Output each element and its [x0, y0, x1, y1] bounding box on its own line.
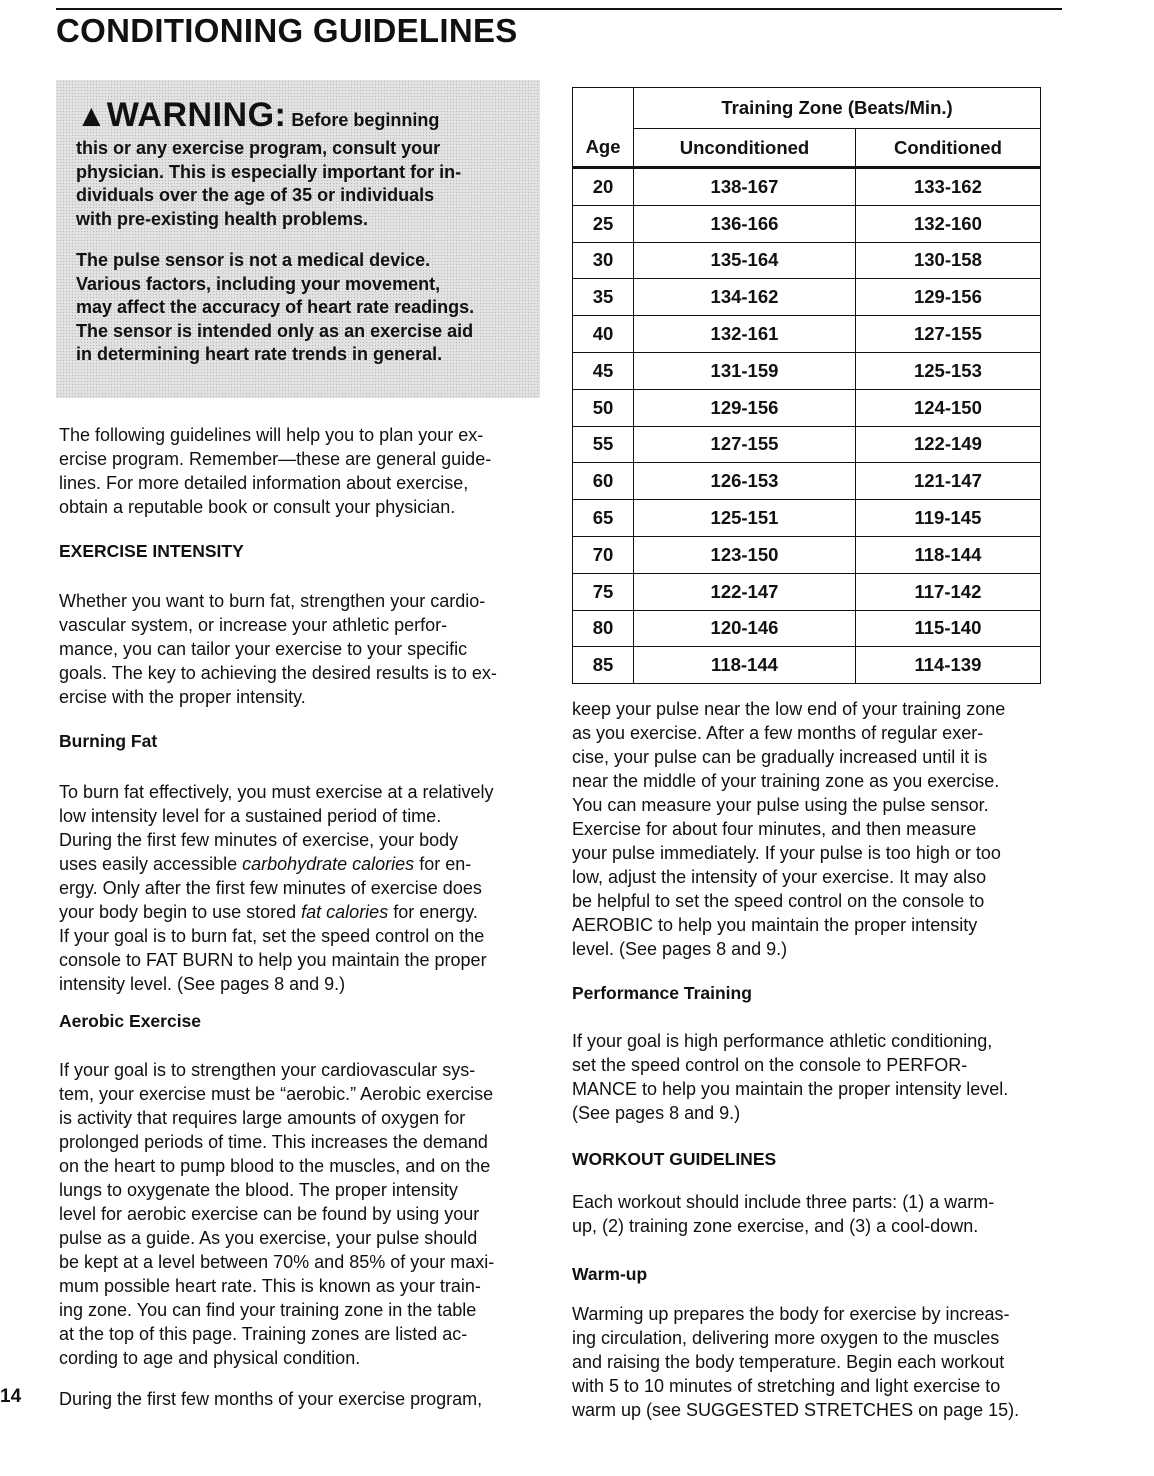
- warm-up-paragraph: [572, 1302, 1058, 1422]
- text-line: obtain a reputable book or consult your physician.: [59, 497, 456, 517]
- conditioned-cell: 132-160: [855, 205, 1040, 242]
- text-line: mance, you can tailor your exercise to your specific: [59, 639, 468, 659]
- text-line: be kept at a level between 70% and 85% of your maxi-: [59, 1252, 495, 1272]
- warning-first-line: [76, 98, 526, 137]
- age-cell: 20: [573, 168, 634, 206]
- text-line: ing zone. You can find your training zone in the table: [59, 1300, 477, 1320]
- text-line: on the heart to pump blood to the muscles, and on the: [59, 1156, 491, 1176]
- text-line: warm up (see SUGGESTED STRETCHES on page 15).: [572, 1400, 1020, 1420]
- text-line: ergy. Only after the first few minutes of exercise does: [59, 878, 482, 898]
- unconditioned-cell: 125-151: [634, 500, 856, 537]
- text-line: During the first few minutes of exercise, your body: [59, 830, 459, 850]
- age-cell: 35: [573, 279, 634, 316]
- warning-line: The pulse sensor is not a medical device.: [76, 250, 431, 270]
- performance-training-heading: Performance Training: [572, 983, 752, 1003]
- text-line: [59, 900, 545, 924]
- text-line: AEROBIC to help you maintain the proper intensity: [572, 915, 978, 935]
- unconditioned-cell: 132-161: [634, 316, 856, 353]
- table-header-row: [573, 88, 1041, 129]
- text-line: cise, your pulse can be gradually increased until it is: [572, 747, 988, 767]
- text-line: level. (See pages 8 and 9.): [572, 939, 788, 959]
- aerobic-exercise-heading: Aerobic Exercise: [59, 1011, 202, 1031]
- unconditioned-cell: 120-146: [634, 610, 856, 647]
- table-row: [573, 279, 1041, 316]
- unconditioned-cell: 129-156: [634, 389, 856, 426]
- text-line: and raising the body temperature. Begin each workout: [572, 1352, 1005, 1372]
- conditioned-cell: 121-147: [855, 463, 1040, 500]
- text-line: vascular system, or increase your athletic perfor-: [59, 615, 448, 635]
- conditioned-cell: 127-155: [855, 316, 1040, 353]
- age-cell: 55: [573, 426, 634, 463]
- text-line: ing circulation, delivering more oxygen to the muscles: [572, 1328, 1000, 1348]
- text-span: for energy.: [388, 902, 478, 922]
- warning-line: physician. This is especially important for in-: [76, 161, 462, 182]
- text-line: intensity level. (See pages 8 and 9.): [59, 974, 346, 994]
- text-line: lungs to oxygenate the blood. The proper intensity: [59, 1180, 458, 1200]
- text-line: is activity that requires large amounts of oxygen for: [59, 1108, 466, 1128]
- emphasis-fat-calories: fat calories: [301, 902, 389, 922]
- text-line: keep your pulse near the low end of your training zone: [572, 699, 1006, 719]
- warning-line: dividuals over the age of 35 or individuals: [76, 185, 435, 205]
- table-row: [573, 242, 1041, 279]
- conditioned-cell: 125-153: [855, 352, 1040, 389]
- text-line: If your goal is to burn fat, set the speed control on the: [59, 926, 485, 946]
- warning-line-text: Before beginning: [286, 110, 440, 130]
- age-cell: 25: [573, 205, 634, 242]
- text-line: To burn fat effectively, you must exercise at a relatively: [59, 782, 494, 802]
- age-cell: 60: [573, 463, 634, 500]
- unconditioned-cell: 134-162: [634, 279, 856, 316]
- text-line: goals. The key to achieving the desired results is to ex-: [59, 663, 497, 683]
- table-row: [573, 463, 1041, 500]
- table-row: [573, 389, 1041, 426]
- table-row: [573, 352, 1041, 389]
- age-cell: 65: [573, 500, 634, 537]
- warning-box: [56, 80, 540, 398]
- text-line: console to FAT BURN to help you maintain the proper: [59, 950, 487, 970]
- unconditioned-cell: 118-144: [634, 647, 856, 684]
- age-header: Age: [573, 129, 634, 168]
- table-row: [573, 205, 1041, 242]
- text-line: The following guidelines will help you to plan your ex-: [59, 425, 484, 445]
- warning-content: [76, 98, 526, 367]
- warning-triangle-icon: ▲: [76, 98, 107, 133]
- table-row: [573, 426, 1041, 463]
- age-cell: 30: [573, 242, 634, 279]
- text-line: at the top of this page. Training zones are listed ac-: [59, 1324, 468, 1344]
- table-row: [573, 647, 1041, 684]
- emphasis-carbohydrate-calories: carbohydrate calories: [242, 854, 415, 874]
- age-cell: 70: [573, 536, 634, 573]
- text-line: You can measure your pulse using the pulse sensor.: [572, 795, 989, 815]
- unconditioned-cell: 122-147: [634, 573, 856, 610]
- workout-guidelines-heading: WORKOUT GUIDELINES: [572, 1149, 777, 1169]
- text-line: ercise with the proper intensity.: [59, 687, 306, 707]
- text-line: Exercise for about four minutes, and then measure: [572, 819, 977, 839]
- text-line: low intensity level for a sustained period of time.: [59, 806, 442, 826]
- text-line: tem, your exercise must be “aerobic.” Aerobic exercise: [59, 1084, 494, 1104]
- warning-line: Various factors, including your movement,: [76, 273, 441, 294]
- warning-line: this or any exercise program, consult your: [76, 138, 441, 158]
- text-line: set the speed control on the console to PERFOR-: [572, 1055, 968, 1075]
- text-line: Whether you want to burn fat, strengthen your cardio-: [59, 591, 486, 611]
- age-cell: 50: [573, 389, 634, 426]
- aerobic-last-line: During the first few months of your exercise program,: [59, 1389, 483, 1409]
- text-line: MANCE to help you maintain the proper intensity level.: [572, 1079, 1009, 1099]
- table-corner-cell: [573, 88, 634, 129]
- text-line: Each workout should include three parts: (1) a warm-: [572, 1192, 995, 1212]
- unconditioned-header: Unconditioned: [634, 129, 856, 168]
- age-cell: 80: [573, 610, 634, 647]
- unconditioned-cell: 138-167: [634, 168, 856, 206]
- unconditioned-cell: 135-164: [634, 242, 856, 279]
- text-line: ercise program. Remember—these are general guide-: [59, 449, 492, 469]
- conditioned-cell: 115-140: [855, 610, 1040, 647]
- conditioned-header: Conditioned: [855, 129, 1040, 168]
- unconditioned-cell: 131-159: [634, 352, 856, 389]
- unconditioned-cell: 123-150: [634, 536, 856, 573]
- text-line: your pulse immediately. If your pulse is too high or too: [572, 843, 1001, 863]
- aerobic-exercise-paragraph: [59, 1058, 545, 1370]
- text-line: near the middle of your training zone as you exercise.: [572, 771, 1000, 791]
- text-line: If your goal is to strengthen your cardiovascular sys-: [59, 1060, 476, 1080]
- text-line: up, (2) training zone exercise, and (3) a cool-down.: [572, 1216, 979, 1236]
- text-span: uses easily accessible: [59, 854, 243, 874]
- table-row: [573, 536, 1041, 573]
- conditioned-cell: 124-150: [855, 389, 1040, 426]
- performance-training-paragraph: [572, 1029, 1058, 1125]
- warning-line: in determining heart rate trends in general.: [76, 344, 443, 364]
- text-line: be helpful to set the speed control on the console to: [572, 891, 985, 911]
- exercise-intensity-heading: EXERCISE INTENSITY: [59, 541, 244, 561]
- training-zone-header: Training Zone (Beats/Min.): [634, 88, 1041, 129]
- text-line: low, adjust the intensity of your exercise. It may also: [572, 867, 987, 887]
- conditioned-cell: 117-142: [855, 573, 1040, 610]
- text-line: cording to age and physical condition.: [59, 1348, 361, 1368]
- age-cell: 85: [573, 647, 634, 684]
- workout-guidelines-paragraph: [572, 1190, 1058, 1238]
- table-row: [573, 610, 1041, 647]
- warning-label: WARNING:: [106, 96, 287, 134]
- warning-gap: [76, 231, 526, 249]
- text-line: Warming up prepares the body for exercise by increas-: [572, 1304, 1010, 1324]
- table-subheader-row: [573, 129, 1041, 168]
- conditioned-cell: 129-156: [855, 279, 1040, 316]
- text-line: level for aerobic exercise can be found by using your: [59, 1204, 480, 1224]
- training-zone-table: [572, 87, 1041, 684]
- table-row: [573, 316, 1041, 353]
- age-cell: 45: [573, 352, 634, 389]
- training-zone-continued-paragraph: [572, 697, 1058, 961]
- text-span: for en-: [414, 854, 472, 874]
- exercise-intensity-paragraph: [59, 589, 545, 709]
- unconditioned-cell: 127-155: [634, 426, 856, 463]
- conditioned-cell: 133-162: [855, 168, 1040, 206]
- table-row: [573, 168, 1041, 206]
- burning-fat-paragraph: [59, 780, 545, 996]
- text-line: with 5 to 10 minutes of stretching and light exercise to: [572, 1376, 1001, 1396]
- text-line: If your goal is high performance athletic conditioning,: [572, 1031, 993, 1051]
- page-number: 14: [0, 1386, 22, 1407]
- conditioned-cell: 130-158: [855, 242, 1040, 279]
- text-line: pulse as a guide. As you exercise, your pulse should: [59, 1228, 478, 1248]
- warm-up-heading: Warm-up: [572, 1264, 648, 1284]
- text-span: your body begin to use stored: [59, 902, 302, 922]
- intro-paragraph: [59, 423, 545, 519]
- burning-fat-heading: Burning Fat: [59, 731, 158, 751]
- table-row: [573, 500, 1041, 537]
- text-line: [59, 852, 545, 876]
- conditioned-cell: 114-139: [855, 647, 1040, 684]
- text-line: prolonged periods of time. This increases the demand: [59, 1132, 488, 1152]
- table-row: [573, 573, 1041, 610]
- conditioned-cell: 122-149: [855, 426, 1040, 463]
- warning-line: The sensor is intended only as an exercise aid: [76, 320, 474, 341]
- text-line: lines. For more detailed information about exercise,: [59, 473, 469, 493]
- warning-line: may affect the accuracy of heart rate readings.: [76, 297, 475, 317]
- page-title: CONDITIONING GUIDELINES: [56, 12, 518, 49]
- text-line: as you exercise. After a few months of regular exer-: [572, 723, 984, 743]
- age-cell: 40: [573, 316, 634, 353]
- unconditioned-cell: 126-153: [634, 463, 856, 500]
- unconditioned-cell: 136-166: [634, 205, 856, 242]
- conditioned-cell: 119-145: [855, 500, 1040, 537]
- text-line: (See pages 8 and 9.): [572, 1103, 741, 1123]
- top-rule: [56, 8, 1062, 10]
- age-cell: 75: [573, 573, 634, 610]
- warning-line: with pre-existing health problems.: [76, 208, 369, 229]
- conditioned-cell: 118-144: [855, 536, 1040, 573]
- text-line: mum possible heart rate. This is known as your train-: [59, 1276, 481, 1296]
